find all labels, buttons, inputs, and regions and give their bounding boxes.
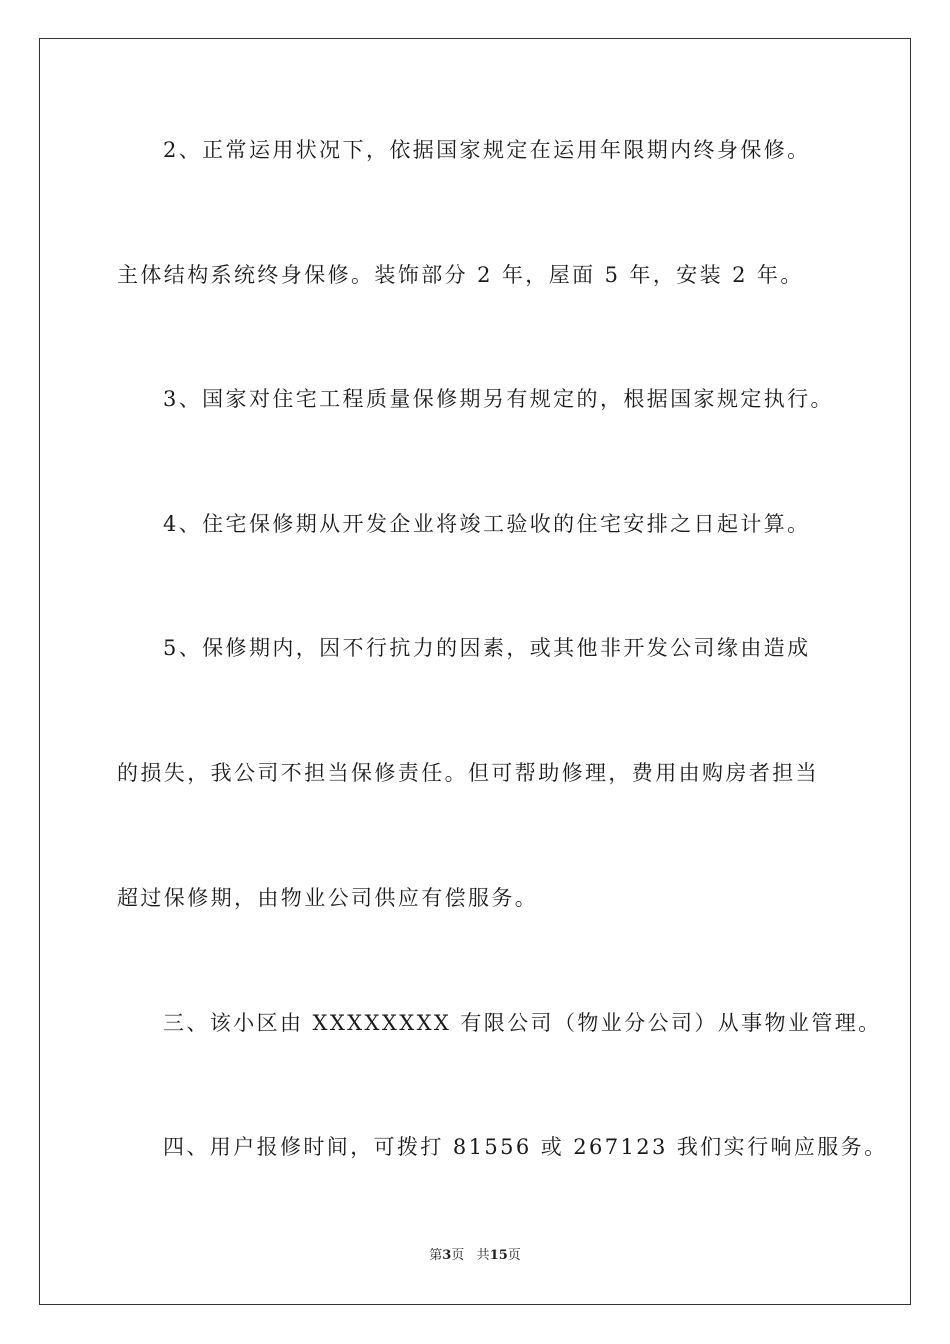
footer-total-suffix: 页 bbox=[507, 1248, 521, 1263]
footer-total-pages: 15 bbox=[489, 1248, 508, 1263]
text-line-8: 三、该小区由 XXXXXXXX 有限公司（物业分公司）从事物业管理。 bbox=[163, 1011, 882, 1035]
text-line-2: 主体结构系统终身保修。装饰部分 2 年，屋面 5 年，安装 2 年。 bbox=[117, 263, 804, 287]
text-line-5: 5、保修期内，因不行抗力的因素，或其他非开发公司缘由造成 bbox=[163, 636, 811, 660]
text-line-4: 4、住宅保修期从开发企业将竣工验收的住宅安排之日起计算。 bbox=[163, 512, 811, 536]
page-border bbox=[39, 38, 911, 1305]
text-line-7: 超过保修期，由物业公司供应有偿服务。 bbox=[117, 886, 539, 910]
page-footer bbox=[0, 1248, 950, 1264]
footer-page-number: 3 bbox=[442, 1248, 452, 1263]
text-line-6: 的损失，我公司不担当保修责任。但可帮助修理，费用由购房者担当 bbox=[117, 761, 819, 785]
text-line-1: 2、正常运用状况下，依据国家规定在运用年限期内终身保修。 bbox=[163, 138, 811, 162]
footer-page-suffix: 页 bbox=[451, 1248, 465, 1263]
footer-page-prefix: 第 bbox=[429, 1248, 443, 1263]
text-line-9: 四、用户报修时间，可拨打 81556 或 267123 我们实行响应服务。 bbox=[163, 1135, 888, 1159]
text-line-3: 3、国家对住宅工程质量保修期另有规定的，根据国家规定执行。 bbox=[163, 387, 834, 411]
footer-total-prefix: 共 bbox=[476, 1248, 490, 1263]
